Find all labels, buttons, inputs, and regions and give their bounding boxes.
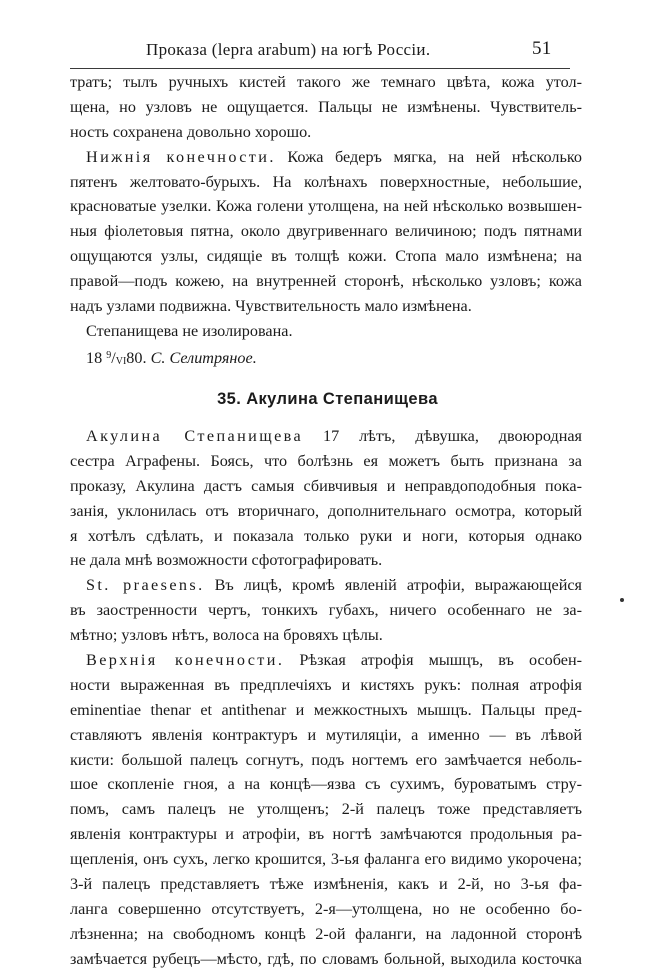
text-line: замѣчается рубецъ—мѣсто, гдѣ, по словамъ больной, выходила косточка <box>70 949 582 968</box>
date-year: 18 <box>86 348 103 367</box>
text-line: сестра Аграфены. Боясь, что болѣзнь ея можетъ быть признана за <box>70 451 582 470</box>
text-line: въ заостренности чертъ, тонкихъ губахъ, ничего особеннаго не за- <box>70 601 582 620</box>
status-praesens-label: St. praesens. <box>86 576 205 595</box>
section-heading: 35. Акулина Степанищева <box>217 390 438 408</box>
text-line: помъ, самъ палецъ не утолщенъ; 2-й палецъ тоже представляетъ <box>70 800 582 819</box>
text-line: я хотѣлъ сдѣлать, и показала только руки и ноги, которыя однако <box>70 526 582 545</box>
text-line: красноватые узелки. Кожа голени утолщена, на ней нѣсколько возвышен- <box>70 197 582 216</box>
text-line: щена, но узловъ не ощущается. Пальцы не измѣнены. Чувствитель- <box>70 97 582 116</box>
text-line: проказу, Акулина дастъ самыя сбивчивыя и неправдоподобныя пока- <box>70 476 582 495</box>
text-line: пятенъ желтовато-бурыхъ. На колѣнахъ поверхностные, небольшие, <box>70 172 582 191</box>
text-line: занія, уклонилась отъ вторичнаго, дополнительнаго осмотра, который <box>70 501 582 520</box>
date-day: 9 <box>106 349 112 361</box>
text-line: кисти: большой палецъ согнутъ, подъ ногтемъ его замѣчается неболь- <box>70 750 582 769</box>
text-fragment: Кожа бедеръ мягка, на ней нѣсколько <box>275 147 582 166</box>
text-fragment: 17 лѣтъ, дѣвушка, двоюродная <box>303 427 582 445</box>
text-line: не дала мнѣ возможности сфотографировать. <box>70 551 383 570</box>
case-35-text <box>70 424 582 972</box>
text-line: правой—подъ кожею, на внутренней сторонѣ, нѣсколько узловъ; кожа <box>70 272 582 291</box>
paragraph-3-first-line <box>70 648 582 673</box>
text-line: eminentiae thenar et antithenar и межкостныхъ мышцъ. Пальцы пред- <box>70 700 582 719</box>
text-line: ность сохранена довольно хорошо. <box>70 122 312 141</box>
text-fragment: Въ лицѣ, кромѣ явленій атрофіи, выражающейся <box>204 576 582 595</box>
margin-dot <box>620 598 624 602</box>
text-line: ощущаются узлы, сидящіе въ толщѣ кожи. Стопа мало измѣнена; на <box>70 247 582 266</box>
upper-limbs-label: Верхнія конечности. <box>86 651 285 670</box>
date-place: С. Селитряное. <box>150 348 257 367</box>
text-line: щепленія, онъ сухъ, легко крошится, 3-ья фаланга его видимо укорочена; <box>70 850 582 869</box>
date-month: VI <box>115 355 127 367</box>
case-34-continuation <box>70 70 582 369</box>
date-line: 18 $^9/_{VI}80$. С. Селитряное. <box>86 348 257 367</box>
patient-name-label: Акулина Степанищева <box>86 427 304 445</box>
text-line: ланга совершенно отсутствуетъ, 2-я—утолщена, но не особенно бо- <box>70 899 582 918</box>
text-line: ности выраженная въ предплечіяхъ и кистяхъ рукъ: полная атрофія <box>70 675 582 694</box>
text-line: лѣзненна; на свободномъ концѣ 2-ой фаланги, на ладонной сторонѣ <box>70 924 582 943</box>
text-line: явленія контрактуры и атрофіи, въ ногтѣ замѣчаются продольныя ра- <box>70 825 582 844</box>
text-line: ныя фіолетовыя пятна, около двугривеннаго величиною; подъ пятнами <box>70 222 582 241</box>
running-title: Проказа (lepra arabum) на югѣ Россіи. <box>146 40 431 59</box>
text-line: 3-й палецъ представляетъ тѣже измѣненія, какъ и 2-й, но 3-ья фа- <box>70 875 582 894</box>
lower-limbs-label: Нижнія конечности. <box>86 147 276 166</box>
page-number: 51 <box>532 38 552 59</box>
text-line: тратъ; тылъ ручныхъ кистей такого же темнаго цвѣта, кожа утол- <box>70 73 582 91</box>
text-line: шое скопленіе гноя, а на концѣ—язва съ сухимъ, буроватымъ стру- <box>70 775 582 794</box>
lower-limbs-line <box>70 145 582 170</box>
text-line: надъ узлами подвижна. Чувствительность мало измѣнена. <box>70 297 472 316</box>
header-rule <box>70 68 570 69</box>
paragraph-2-first-line <box>70 573 582 598</box>
page-header <box>0 38 655 64</box>
date-year-end: 80. <box>126 348 147 367</box>
text-fragment: Рѣзкая атрофія мышцъ, въ особен- <box>284 651 583 670</box>
text-line: ставляютъ явленія контрактуръ и мутиляціи, а именно — въ лѣвой <box>70 725 582 744</box>
isolation-note: Степанищева не изолирована. <box>86 321 293 340</box>
paragraph-1-first-line <box>70 424 582 449</box>
text-line: мѣтно; узловъ нѣтъ, волоса на бровяхъ цѣлы. <box>70 626 383 645</box>
